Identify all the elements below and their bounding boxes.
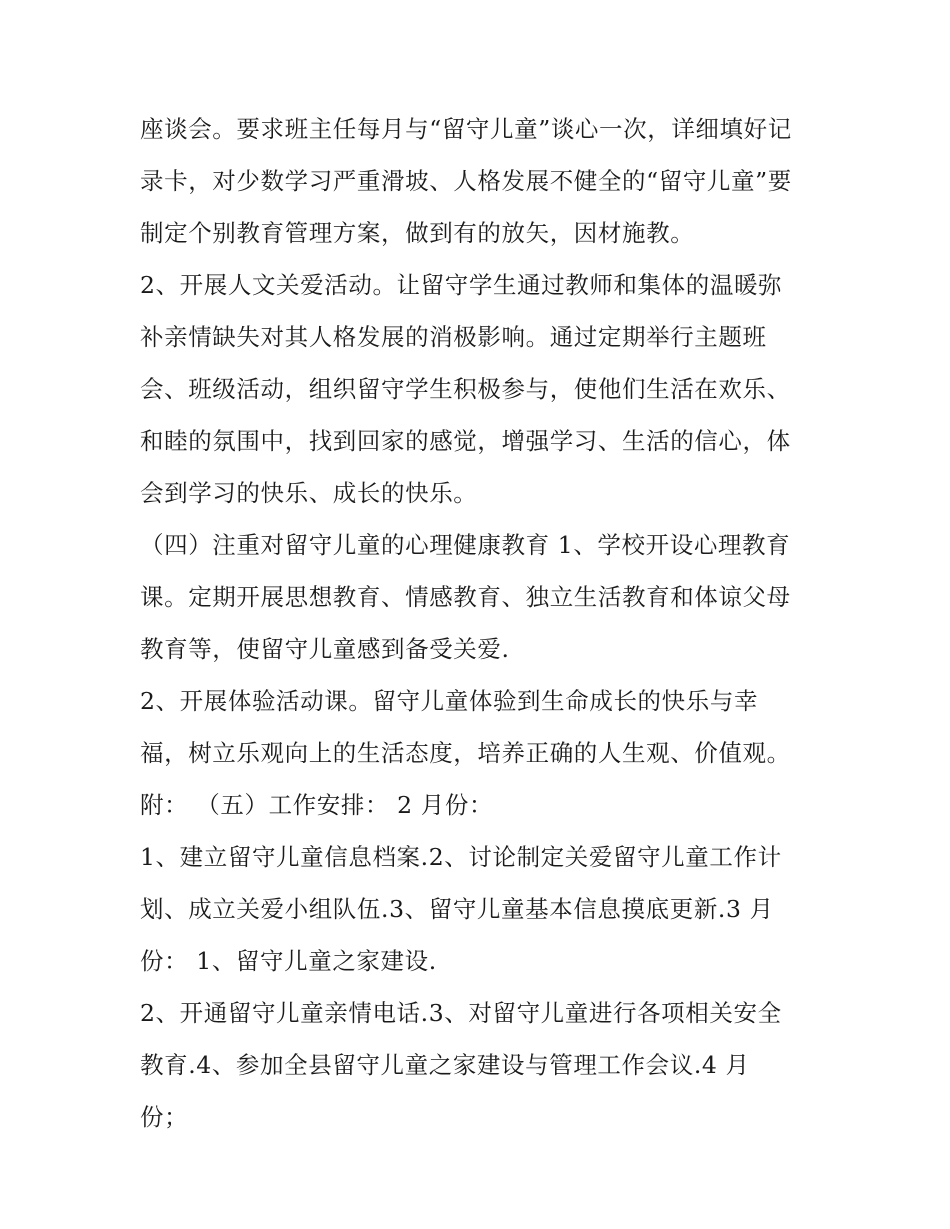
text-line: 会到学习的快乐、成长的快乐。: [140, 479, 478, 507]
text-line: 福，树立乐观向上的生活态度，培养正确的人生观、价值观。: [140, 739, 791, 767]
text-line: 课。定期开展思想教育、情感教育、独立生活教育和体谅父母: [140, 583, 791, 611]
text-line: 教育等，使留守儿童感到备受关爱.: [140, 635, 510, 663]
text-line: 2、开展人文关爱活动。让留守学生通过教师和集体的温暖弥: [140, 271, 783, 299]
text-line: 1、建立留守儿童信息档案.2、讨论制定关爱留守儿童工作计: [140, 843, 782, 871]
text-line: 录卡，对少数学习严重滑坡、人格发展不健全的“留守儿童”要: [140, 167, 792, 195]
text-line: 划、成立关爱小组队伍.3、留守儿童基本信息摸底更新.3 月: [140, 895, 774, 923]
text-line: 制定个别教育管理方案，做到有的放矢，因材施教。: [140, 219, 695, 247]
section-heading-line: 附： （五）工作安排： 2 月份：: [140, 791, 494, 819]
section-heading-line: （四）注重对留守儿童的心理健康教育 1、学校开设心理教育: [140, 531, 791, 559]
text-line: 2、开通留守儿童亲情电话.3、对留守儿童进行各项相关安全: [140, 999, 782, 1027]
text-line: 份；: [140, 1103, 189, 1131]
document-body: [140, 103, 830, 1143]
text-line: 和睦的氛围中，找到回家的感觉，增强学习、生活的信心，体: [140, 427, 791, 455]
text-line: 会、班级活动，组织留守学生积极参与，使他们生活在欢乐、: [140, 375, 791, 403]
text-line: 补亲情缺失对其人格发展的消极影响。通过定期举行主题班: [140, 323, 767, 351]
text-line: 份： 1、留守儿童之家建设.: [140, 947, 437, 975]
text-line: 教育.4、参加全县留守儿童之家建设与管理工作会议.4 月: [140, 1051, 750, 1079]
text-line: 2、开展体验活动课。留守儿童体验到生命成长的快乐与幸: [140, 687, 759, 715]
text-line: 座谈会。要求班主任每月与“留守儿童”谈心一次，详细填好记: [140, 115, 792, 143]
